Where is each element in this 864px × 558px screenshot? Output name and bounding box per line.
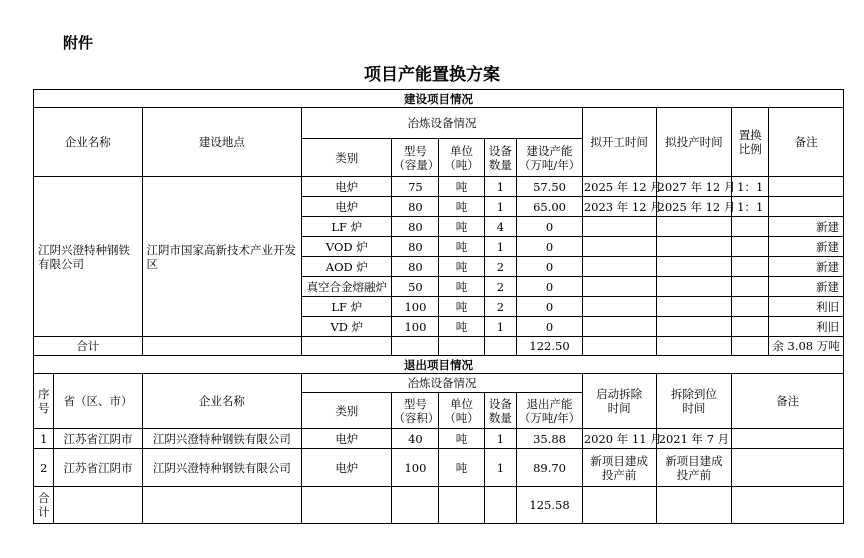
exit-start: 新项目建成 投产前 xyxy=(582,449,656,487)
build-unit: 吨 xyxy=(439,257,484,277)
empty-cell xyxy=(302,487,392,524)
build-note: 利旧 xyxy=(769,297,844,317)
exit-model: 100 xyxy=(392,449,439,487)
exit-header-start: 启动拆除 时间 xyxy=(582,374,656,429)
exit-header-seq: 序 号 xyxy=(34,374,54,429)
exit-model: 40 xyxy=(392,429,439,449)
build-header-capacity: 建设产能 （万吨/年） xyxy=(517,139,583,177)
build-capacity: 65.00 xyxy=(517,197,583,217)
exit-type: 电炉 xyxy=(302,429,392,449)
build-qty: 1 xyxy=(484,177,517,197)
exit-seq: 2 xyxy=(34,449,54,487)
build-model: 80 xyxy=(392,217,439,237)
exit-company: 江阴兴澄特种钢铁有限公司 xyxy=(142,429,302,449)
build-header-location: 建设地点 xyxy=(142,108,302,177)
exit-unit: 吨 xyxy=(439,429,484,449)
build-header-type: 类别 xyxy=(302,139,392,177)
empty-cell xyxy=(392,337,439,356)
build-start xyxy=(582,257,656,277)
build-model: 80 xyxy=(392,257,439,277)
build-model: 75 xyxy=(392,177,439,197)
build-header-company: 企业名称 xyxy=(34,108,143,177)
build-unit: 吨 xyxy=(439,277,484,297)
build-total-label: 合计 xyxy=(34,337,143,356)
empty-cell xyxy=(732,337,769,356)
build-ratio xyxy=(732,297,769,317)
build-type: AOD 炉 xyxy=(302,257,392,277)
build-location: 江阴市国家高新技术产业开发区 xyxy=(142,177,302,337)
build-start xyxy=(582,217,656,237)
build-header-ratio: 置换 比例 xyxy=(732,108,769,177)
build-model: 80 xyxy=(392,197,439,217)
build-model: 50 xyxy=(392,277,439,297)
build-capacity: 57.50 xyxy=(517,177,583,197)
exit-header-qty: 设备 数量 xyxy=(484,393,517,429)
build-capacity: 0 xyxy=(517,217,583,237)
build-model: 80 xyxy=(392,237,439,257)
exit-done: 2021 年 7 月 xyxy=(656,429,732,449)
build-company: 江阴兴澄特种钢铁有限公司 xyxy=(34,177,143,337)
build-capacity: 0 xyxy=(517,237,583,257)
exit-company: 江阴兴澄特种钢铁有限公司 xyxy=(142,449,302,487)
build-note xyxy=(769,197,844,217)
build-note: 新建 xyxy=(769,277,844,297)
exit-header-unit: 单位 （吨） xyxy=(439,393,484,429)
build-header-smelting: 冶炼设备情况 xyxy=(302,108,583,139)
empty-cell xyxy=(582,487,656,524)
exit-header-row xyxy=(34,374,844,393)
build-qty: 2 xyxy=(484,257,517,277)
build-qty: 1 xyxy=(484,197,517,217)
exit-header-model: 型号 （容积） xyxy=(392,393,439,429)
build-note: 新建 xyxy=(769,217,844,237)
empty-cell xyxy=(439,487,484,524)
exit-header-province: 省（区、市） xyxy=(54,374,142,429)
build-capacity: 0 xyxy=(517,277,583,297)
build-type: LF 炉 xyxy=(302,217,392,237)
exit-header-done: 拆除到位 时间 xyxy=(656,374,732,429)
exit-header-capacity: 退出产能 （万吨/年） xyxy=(517,393,583,429)
exit-note xyxy=(732,449,844,487)
build-section-header-row xyxy=(34,90,844,108)
build-note: 新建 xyxy=(769,257,844,277)
exit-total-label: 合 计 xyxy=(34,487,54,524)
build-launch: 2025 年 12 月 xyxy=(656,197,732,217)
exit-capacity: 89.70 xyxy=(517,449,583,487)
build-unit: 吨 xyxy=(439,177,484,197)
build-type: VOD 炉 xyxy=(302,237,392,257)
empty-cell xyxy=(732,487,844,524)
exit-type: 电炉 xyxy=(302,449,392,487)
build-note: 新建 xyxy=(769,237,844,257)
empty-cell xyxy=(484,487,517,524)
empty-cell xyxy=(582,337,656,356)
exit-unit: 吨 xyxy=(439,449,484,487)
build-qty: 2 xyxy=(484,297,517,317)
build-capacity: 0 xyxy=(517,257,583,277)
build-launch xyxy=(656,317,732,337)
exit-start: 2020 年 11 月 xyxy=(582,429,656,449)
empty-cell xyxy=(439,337,484,356)
build-launch xyxy=(656,277,732,297)
build-model: 100 xyxy=(392,297,439,317)
exit-section-title: 退出项目情况 xyxy=(34,356,844,374)
build-start: 2025 年 12 月 xyxy=(582,177,656,197)
build-note xyxy=(769,177,844,197)
exit-header-company: 企业名称 xyxy=(142,374,302,429)
build-launch xyxy=(656,217,732,237)
build-ratio xyxy=(732,277,769,297)
build-launch xyxy=(656,297,732,317)
exit-row xyxy=(34,429,844,449)
build-ratio xyxy=(732,217,769,237)
empty-cell xyxy=(302,337,392,356)
exit-note xyxy=(732,429,844,449)
capacity-replacement-table xyxy=(33,89,844,524)
exit-qty: 1 xyxy=(484,449,517,487)
empty-cell xyxy=(656,487,732,524)
build-unit: 吨 xyxy=(439,297,484,317)
build-ratio: 1：1 xyxy=(732,197,769,217)
exit-capacity: 35.88 xyxy=(517,429,583,449)
build-ratio xyxy=(732,237,769,257)
build-header-unit: 单位 （吨） xyxy=(439,139,484,177)
build-type: 电炉 xyxy=(302,177,392,197)
build-launch xyxy=(656,257,732,277)
exit-done: 新项目建成 投产前 xyxy=(656,449,732,487)
empty-cell xyxy=(656,337,732,356)
build-header-start: 拟开工时间 xyxy=(582,108,656,177)
document-title: 项目产能置换方案 xyxy=(364,65,500,85)
build-total-capacity: 122.50 xyxy=(517,337,583,356)
exit-total-row xyxy=(34,487,844,524)
build-row xyxy=(34,177,844,197)
build-capacity: 0 xyxy=(517,317,583,337)
exit-qty: 1 xyxy=(484,429,517,449)
build-total-note: 余 3.08 万吨 xyxy=(769,337,844,356)
build-ratio xyxy=(732,257,769,277)
build-start: 2023 年 12 月 xyxy=(582,197,656,217)
empty-cell xyxy=(142,337,302,356)
build-header-row xyxy=(34,108,844,139)
build-model: 100 xyxy=(392,317,439,337)
exit-section-header-row xyxy=(34,356,844,374)
build-capacity: 0 xyxy=(517,297,583,317)
attachment-label: 附件 xyxy=(63,34,94,52)
exit-row xyxy=(34,449,844,487)
build-start xyxy=(582,277,656,297)
exit-header-note: 备注 xyxy=(732,374,844,429)
build-qty: 1 xyxy=(484,317,517,337)
build-qty: 1 xyxy=(484,237,517,257)
exit-seq: 1 xyxy=(34,429,54,449)
build-launch xyxy=(656,237,732,257)
exit-province: 江苏省江阴市 xyxy=(54,449,142,487)
build-ratio xyxy=(732,317,769,337)
build-header-model: 型号 （容量） xyxy=(392,139,439,177)
build-qty: 4 xyxy=(484,217,517,237)
build-unit: 吨 xyxy=(439,217,484,237)
build-unit: 吨 xyxy=(439,197,484,217)
build-start xyxy=(582,237,656,257)
empty-cell xyxy=(392,487,439,524)
build-launch: 2027 年 12 月 xyxy=(656,177,732,197)
build-section-title: 建设项目情况 xyxy=(34,90,844,108)
build-total-row xyxy=(34,337,844,356)
build-header-launch: 拟投产时间 xyxy=(656,108,732,177)
build-header-note: 备注 xyxy=(769,108,844,177)
exit-total-capacity: 125.58 xyxy=(517,487,583,524)
build-ratio: 1：1 xyxy=(732,177,769,197)
build-start xyxy=(582,317,656,337)
exit-header-smelting: 冶炼设备情况 xyxy=(302,374,583,393)
build-type: 电炉 xyxy=(302,197,392,217)
build-qty: 2 xyxy=(484,277,517,297)
empty-cell xyxy=(54,487,142,524)
exit-header-type: 类别 xyxy=(302,393,392,429)
empty-cell xyxy=(142,487,302,524)
build-header-qty: 设备 数量 xyxy=(484,139,517,177)
build-unit: 吨 xyxy=(439,237,484,257)
build-note: 利旧 xyxy=(769,317,844,337)
build-type: 真空合金熔融炉 xyxy=(302,277,392,297)
build-start xyxy=(582,297,656,317)
build-unit: 吨 xyxy=(439,317,484,337)
build-type: VD 炉 xyxy=(302,317,392,337)
build-type: LF 炉 xyxy=(302,297,392,317)
exit-province: 江苏省江阴市 xyxy=(54,429,142,449)
empty-cell xyxy=(484,337,517,356)
